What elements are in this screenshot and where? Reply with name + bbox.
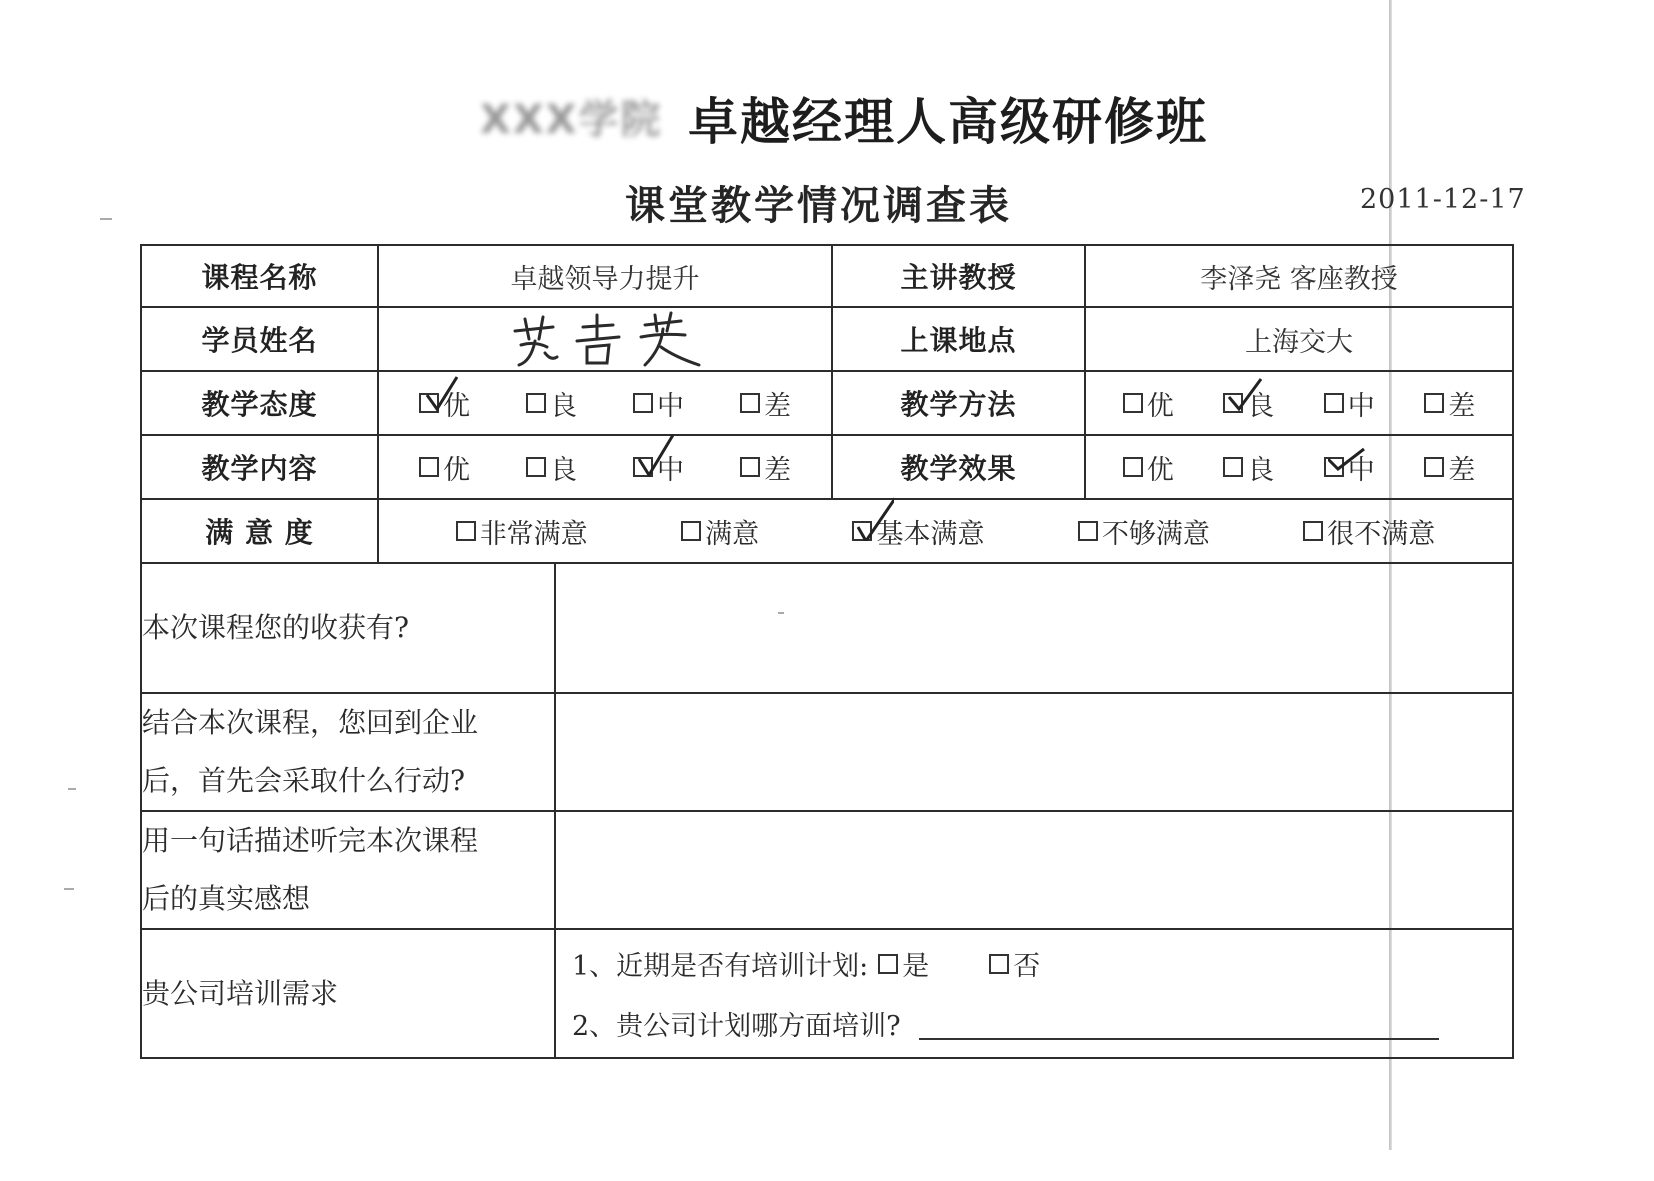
student-name-label: 学员姓名 bbox=[141, 307, 378, 371]
checkbox-checked[interactable] bbox=[1324, 457, 1344, 477]
option-label: 差 bbox=[764, 454, 791, 486]
checkbox[interactable] bbox=[1123, 393, 1143, 413]
training-plan-no[interactable] bbox=[989, 944, 1040, 983]
option-label: 优 bbox=[1146, 454, 1174, 486]
satisfaction-very-satisfied[interactable] bbox=[456, 512, 588, 551]
option-label: 差 bbox=[764, 390, 791, 422]
professor-value: 李泽尧 客座教授 bbox=[1085, 245, 1513, 307]
feeling-question-line-1: 用一句话描述听完本次课程 bbox=[142, 824, 479, 857]
effect-option-good[interactable] bbox=[1223, 448, 1274, 487]
satisfaction-options bbox=[378, 499, 1513, 563]
student-row bbox=[141, 307, 1513, 371]
document-title bbox=[480, 82, 1208, 152]
teaching-effect-label: 教学效果 bbox=[832, 435, 1085, 499]
satisfaction-not-satisfied-enough[interactable] bbox=[1078, 512, 1210, 551]
training-plan-question bbox=[556, 934, 1512, 994]
checkbox[interactable] bbox=[1424, 457, 1444, 477]
training-plan-yes[interactable] bbox=[878, 944, 929, 983]
option-label: 基本满意 bbox=[876, 518, 985, 550]
checkbox[interactable] bbox=[419, 457, 439, 477]
option-label: 差 bbox=[1448, 390, 1476, 422]
action-question bbox=[141, 693, 555, 811]
checkbox[interactable] bbox=[526, 457, 546, 477]
effect-option-poor[interactable] bbox=[1424, 448, 1475, 487]
feeling-answer-field[interactable] bbox=[555, 811, 1513, 929]
option-label: 中 bbox=[657, 454, 684, 486]
option-label: 中 bbox=[1347, 454, 1375, 486]
training-row bbox=[141, 929, 1513, 1058]
option-label: 非常满意 bbox=[479, 518, 588, 550]
form-subtitle: 课堂教学情况调查表 bbox=[625, 183, 1012, 229]
option-label: 良 bbox=[1247, 390, 1275, 422]
satisfaction-satisfied[interactable] bbox=[681, 512, 759, 551]
training-needs-label bbox=[141, 929, 555, 1058]
attitude-option-excellent[interactable] bbox=[419, 384, 470, 423]
content-option-average[interactable] bbox=[633, 448, 684, 487]
option-label: 是 bbox=[902, 951, 930, 982]
effect-option-excellent[interactable] bbox=[1123, 448, 1174, 487]
checkbox[interactable] bbox=[1303, 521, 1323, 541]
location-label: 上课地点 bbox=[832, 307, 1085, 371]
action-row bbox=[141, 693, 1513, 811]
checkbox[interactable] bbox=[1223, 457, 1243, 477]
training-area-input[interactable] bbox=[919, 1008, 1439, 1040]
training-needs-cell bbox=[555, 929, 1513, 1058]
option-label: 优 bbox=[443, 454, 470, 486]
checkbox[interactable] bbox=[878, 954, 898, 974]
course-row bbox=[141, 245, 1513, 307]
option-label: 良 bbox=[550, 454, 577, 486]
option-label: 不够满意 bbox=[1101, 518, 1210, 550]
course-name-value: 卓越领导力提升 bbox=[378, 245, 832, 307]
checkbox[interactable] bbox=[989, 954, 1009, 974]
checkbox[interactable] bbox=[456, 521, 476, 541]
content-option-poor[interactable] bbox=[740, 448, 791, 487]
method-option-average[interactable] bbox=[1324, 384, 1375, 423]
effect-option-average[interactable] bbox=[1324, 448, 1375, 487]
feeling-row bbox=[141, 811, 1513, 929]
option-label: 差 bbox=[1448, 454, 1476, 486]
teaching-content-options bbox=[378, 435, 832, 499]
teaching-attitude-label: 教学态度 bbox=[141, 371, 378, 435]
student-name-cell bbox=[378, 307, 832, 371]
form-date: 2011-12-17 bbox=[1360, 184, 1526, 215]
option-label: 中 bbox=[657, 390, 684, 422]
student-signature-image bbox=[495, 309, 715, 369]
content-option-good[interactable] bbox=[526, 448, 577, 487]
gains-row bbox=[141, 563, 1513, 693]
gains-question-text: 本次课程您的收获有? bbox=[142, 611, 410, 644]
feeling-question bbox=[141, 811, 555, 929]
teaching-attitude-options bbox=[378, 371, 832, 435]
checkbox[interactable] bbox=[1424, 393, 1444, 413]
satisfaction-row bbox=[141, 499, 1513, 563]
teaching-content-label: 教学内容 bbox=[141, 435, 378, 499]
content-option-excellent[interactable] bbox=[419, 448, 470, 487]
content-effect-row bbox=[141, 435, 1513, 499]
action-question-line-2: 后，首先会采取什么行动? bbox=[142, 764, 466, 797]
checkbox[interactable] bbox=[1078, 521, 1098, 541]
teaching-method-label: 教学方法 bbox=[832, 371, 1085, 435]
training-plan-question-text: 1、近期是否有培训计划: bbox=[572, 951, 869, 982]
checkbox[interactable] bbox=[633, 393, 653, 413]
checkbox[interactable] bbox=[740, 393, 760, 413]
action-question-line-1: 结合本次课程，您回到企业 bbox=[142, 706, 479, 739]
option-label: 满意 bbox=[705, 518, 760, 550]
professor-label: 主讲教授 bbox=[832, 245, 1085, 307]
feeling-question-line-2: 后的真实感想 bbox=[142, 882, 311, 915]
checkbox[interactable] bbox=[740, 457, 760, 477]
action-answer-field[interactable] bbox=[555, 693, 1513, 811]
teaching-effect-options bbox=[1085, 435, 1513, 499]
satisfaction-very-dissatisfied[interactable] bbox=[1303, 512, 1435, 551]
checkbox[interactable] bbox=[681, 521, 701, 541]
satisfaction-basically-satisfied[interactable] bbox=[852, 512, 984, 551]
scan-speck bbox=[64, 888, 74, 890]
teaching-method-options bbox=[1085, 371, 1513, 435]
option-label: 很不满意 bbox=[1327, 518, 1436, 550]
method-option-poor[interactable] bbox=[1424, 384, 1475, 423]
course-name-label: 课程名称 bbox=[141, 245, 378, 307]
attitude-method-row bbox=[141, 371, 1513, 435]
attitude-option-good[interactable] bbox=[526, 384, 577, 423]
checkbox-checked[interactable] bbox=[1223, 393, 1243, 413]
gains-answer-field[interactable] bbox=[555, 563, 1513, 693]
location-value: 上海交大 bbox=[1085, 307, 1513, 371]
checkbox[interactable] bbox=[1324, 393, 1344, 413]
option-label: 良 bbox=[550, 390, 577, 422]
satisfaction-label: 满 意 度 bbox=[141, 499, 378, 563]
blurred-institution-name: XXX学院 bbox=[480, 97, 663, 143]
checkbox-checked[interactable] bbox=[852, 521, 872, 541]
checkbox-checked[interactable] bbox=[633, 457, 653, 477]
attitude-option-poor[interactable] bbox=[740, 384, 791, 423]
option-label: 否 bbox=[1013, 951, 1041, 982]
option-label: 优 bbox=[443, 390, 470, 422]
attitude-option-average[interactable] bbox=[633, 384, 684, 423]
method-option-excellent[interactable] bbox=[1123, 384, 1174, 423]
gains-question bbox=[141, 563, 555, 693]
checkbox-checked[interactable] bbox=[419, 393, 439, 413]
survey-form-table bbox=[140, 244, 1514, 1059]
option-label: 中 bbox=[1347, 390, 1375, 422]
training-area-question bbox=[556, 994, 1512, 1054]
training-area-question-text: 2、贵公司计划哪方面培训? bbox=[572, 1011, 901, 1042]
checkbox[interactable] bbox=[526, 393, 546, 413]
option-label: 优 bbox=[1146, 390, 1174, 422]
method-option-good[interactable] bbox=[1223, 384, 1274, 423]
scan-speck bbox=[68, 788, 76, 790]
checkbox[interactable] bbox=[1123, 457, 1143, 477]
scan-speck bbox=[100, 218, 112, 220]
training-needs-label-text: 贵公司培训需求 bbox=[142, 976, 339, 1010]
main-title: 卓越经理人高级研修班 bbox=[688, 93, 1208, 151]
option-label: 良 bbox=[1247, 454, 1275, 486]
